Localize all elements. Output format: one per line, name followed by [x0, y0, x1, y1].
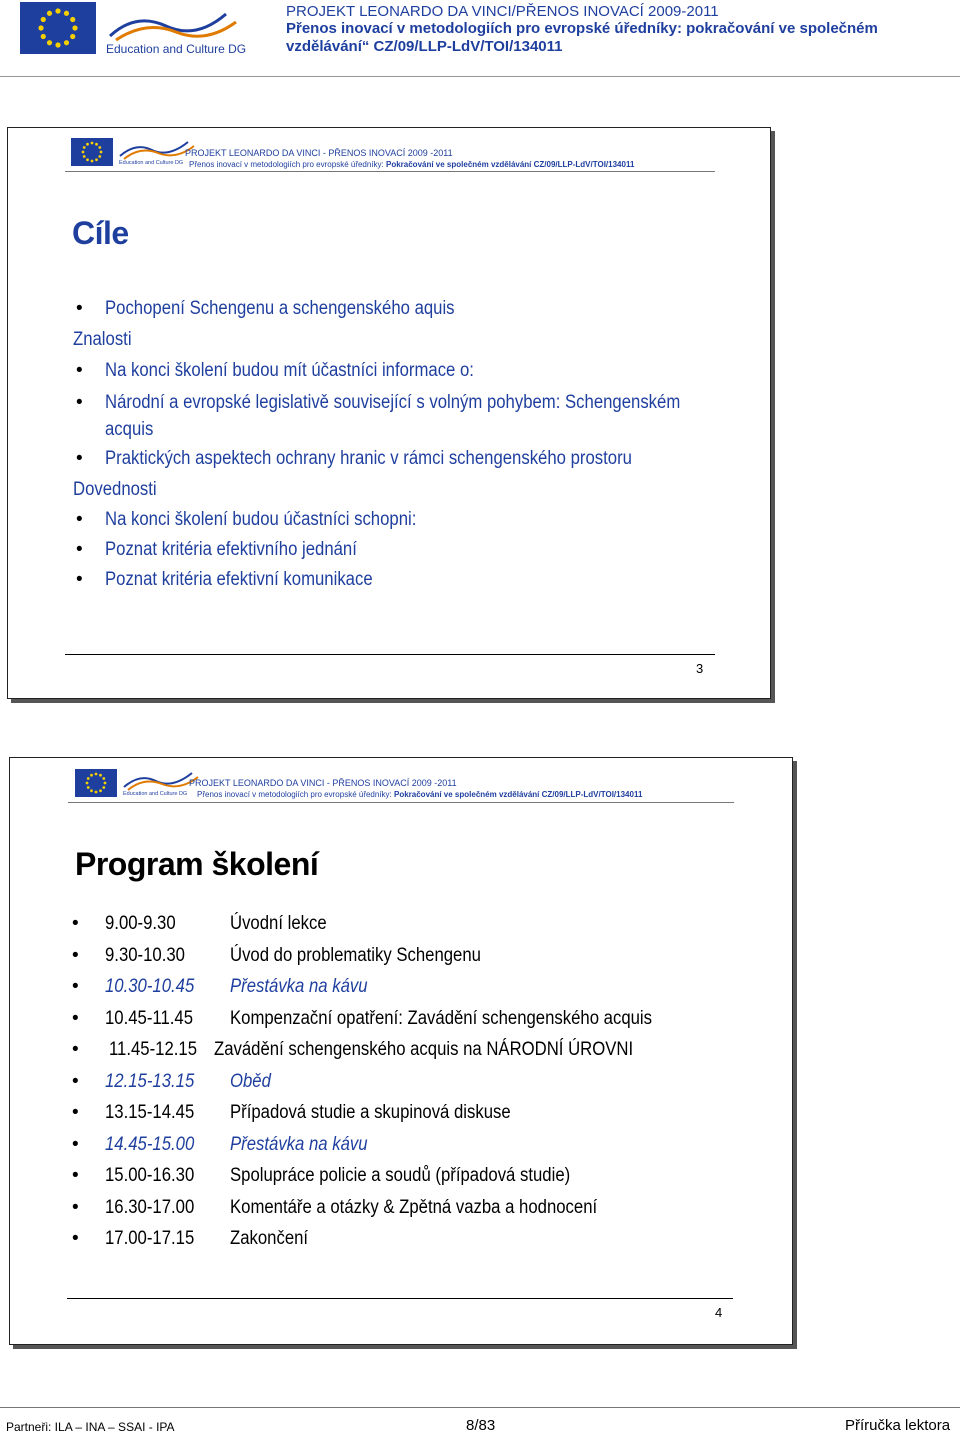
eu-flag-icon [71, 138, 113, 166]
flag-star [95, 773, 98, 776]
flag-star [55, 8, 60, 13]
flag-star [64, 40, 69, 45]
slide-header-line1: PROJEKT LEONARDO DA VINCI - PŘENOS INOVACÍ 2009 -2011 [185, 148, 453, 158]
flag-star [104, 782, 107, 785]
flag-star [86, 143, 89, 146]
bullet-icon: • [76, 392, 83, 413]
schedule-activity: Zakončení [230, 1228, 309, 1249]
bullet-icon: • [72, 1102, 79, 1123]
schedule-time: 9.30-10.30 [105, 944, 185, 966]
schedule-time: 11.45-12.15 [109, 1039, 198, 1060]
flag-star [102, 786, 105, 789]
flag-star [83, 146, 86, 149]
flag-star [87, 786, 90, 789]
flag-star [47, 40, 52, 45]
slide-title: Program školení [75, 846, 319, 882]
eu-flag-icon [20, 2, 96, 54]
list-item: Na konci školení budou mít účastníci informace o: [105, 360, 474, 381]
schedule-activity: Kompenzační opatření: Zavádění schengenského acquis [230, 1007, 653, 1029]
flag-star [91, 142, 94, 145]
footer-divider [0, 1407, 960, 1408]
schedule-time: 13.15-14.45 [105, 1102, 195, 1123]
schedule-activity: Úvodní lekce [230, 913, 327, 934]
footer-page-number: 8/83 [466, 1417, 496, 1434]
schedule-activity: Úvod do problematiky Schengenu [230, 944, 481, 966]
schedule-activity: Oběd [230, 1070, 271, 1092]
header-project-title: PROJEKT LEONARDO DA VINCI/PŘENOS INOVACÍ 2009-2011 [286, 3, 719, 20]
flag-star [99, 774, 102, 777]
schedule-time: 15.00-16.30 [105, 1165, 195, 1186]
schedule-time: 9.00-9.30 [105, 913, 176, 934]
footer-partners: Partneři: ILA – INA – SSAI - IPA [6, 1420, 175, 1434]
bullet-icon: • [72, 1196, 79, 1218]
bullet-icon: • [72, 1039, 79, 1060]
flag-star [82, 151, 85, 154]
bullet-icon: • [72, 1165, 79, 1186]
schedule-activity: Přestávka na kávu [230, 1133, 368, 1155]
flag-star [86, 158, 89, 161]
flag-star [64, 11, 69, 16]
schedule-time: 12.15-13.15 [105, 1070, 195, 1092]
schedule-activity: Komentáře a otázky & Zpětná vazba a hodnocení [230, 1196, 598, 1218]
slide-footer-divider [67, 1298, 733, 1299]
flag-star [47, 11, 52, 16]
list-item: Praktických aspektech ochrany hranic v rámci schengenského prostoru [105, 448, 632, 469]
bullet-icon: • [72, 976, 79, 997]
flag-star [86, 782, 89, 785]
bullet-icon: • [72, 1070, 79, 1092]
footer-document-title: Příručka lektora [845, 1417, 951, 1434]
list-item: Poznat kritéria efektivní komunikace [105, 569, 373, 590]
slide-header-divider [65, 171, 715, 172]
eu-flag-icon [75, 769, 117, 797]
slide-3 [7, 127, 771, 699]
flag-star [70, 34, 75, 39]
page-header [0, 0, 960, 80]
bullet-icon: • [72, 1228, 79, 1249]
slide-header-line2: Přenos inovací v metodologiích pro evropské úředníky: Pokračování ve společném vzdělávání CZ/09/LLP-LdV/TOI/134011 [197, 790, 643, 799]
flag-star [72, 25, 77, 30]
flag-star [100, 151, 103, 154]
bullet-icon: • [76, 360, 83, 381]
flag-star [41, 34, 46, 39]
list-item: Národní a evropské legislativě související s volným pohybem: Schengenském [105, 392, 681, 413]
schedule-time: 16.30-17.00 [105, 1196, 195, 1218]
flag-star [70, 17, 75, 22]
bullet-icon: • [72, 1007, 79, 1029]
header-divider [0, 76, 960, 77]
logo-text: Education and Culture DG [106, 42, 247, 56]
flag-star [95, 791, 98, 794]
bullet-icon: • [76, 448, 83, 469]
flag-star [90, 789, 93, 792]
slide-footer-divider [65, 654, 715, 655]
flag-star [90, 774, 93, 777]
bullet-icon: • [72, 944, 79, 966]
slide-header-divider [68, 802, 734, 803]
header-subtitle: Přenos inovací v metodologiích pro evropské úředníky: pokračování ve společném [286, 20, 878, 37]
slide-4 [9, 757, 793, 1345]
schedule-time: 17.00-17.15 [105, 1228, 195, 1249]
flag-star [55, 42, 60, 47]
section-heading: Znalosti [73, 329, 132, 350]
schedule-time: 14.45-15.00 [105, 1133, 195, 1155]
logo-text: Education and Culture DG [119, 160, 184, 166]
bullet-icon: • [76, 539, 83, 560]
slide-header-line1: PROJEKT LEONARDO DA VINCI - PŘENOS INOVACÍ 2009 -2011 [189, 778, 457, 788]
schedule-activity: Zavádění schengenského acquis na NÁRODNÍ ÚROVNI [214, 1039, 634, 1060]
flag-star [38, 25, 43, 30]
flag-star [83, 155, 86, 158]
section-heading: Dovednosti [73, 479, 157, 500]
schedule-activity: Přestávka na kávu [230, 976, 368, 997]
flag-star [98, 146, 101, 149]
flag-star [98, 155, 101, 158]
schedule-activity: Případová studie a skupinová diskuse [230, 1102, 511, 1123]
flag-star [91, 160, 94, 163]
schedule-activity: Spolupráce policie a soudů (případová studie) [230, 1165, 571, 1186]
list-item: Pochopení Schengenu a schengenského aquis [105, 298, 455, 319]
flag-star [95, 158, 98, 161]
bullet-icon: • [76, 509, 83, 530]
slide-title: Cíle [72, 215, 129, 251]
bullet-icon: • [76, 569, 83, 590]
list-item: Na konci školení budou účastníci schopni: [105, 509, 417, 530]
schedule-time: 10.30-10.45 [105, 976, 195, 997]
flag-star [102, 777, 105, 780]
slide-header-line2: Přenos inovací v metodologiích pro evropské úředníky: Pokračování ve společném vzdělávání CZ/09/LLP-LdV/TOI/134011 [189, 160, 635, 169]
list-item: Poznat kritéria efektivního jednání [105, 539, 357, 560]
slide-number: 4 [715, 1305, 723, 1320]
slide-number: 3 [696, 661, 704, 676]
logo-text: Education and Culture DG [123, 791, 188, 797]
bullet-icon: • [76, 298, 83, 319]
header-code: vzdělávání“ CZ/09/LLP-LdV/TOI/134011 [286, 38, 563, 55]
flag-star [95, 143, 98, 146]
flag-star [41, 17, 46, 22]
flag-star [87, 777, 90, 780]
flag-star [99, 789, 102, 792]
bullet-icon: • [72, 1133, 79, 1155]
bullet-icon: • [72, 913, 79, 934]
list-item: acquis [105, 419, 154, 440]
schedule-time: 10.45-11.45 [105, 1007, 194, 1029]
